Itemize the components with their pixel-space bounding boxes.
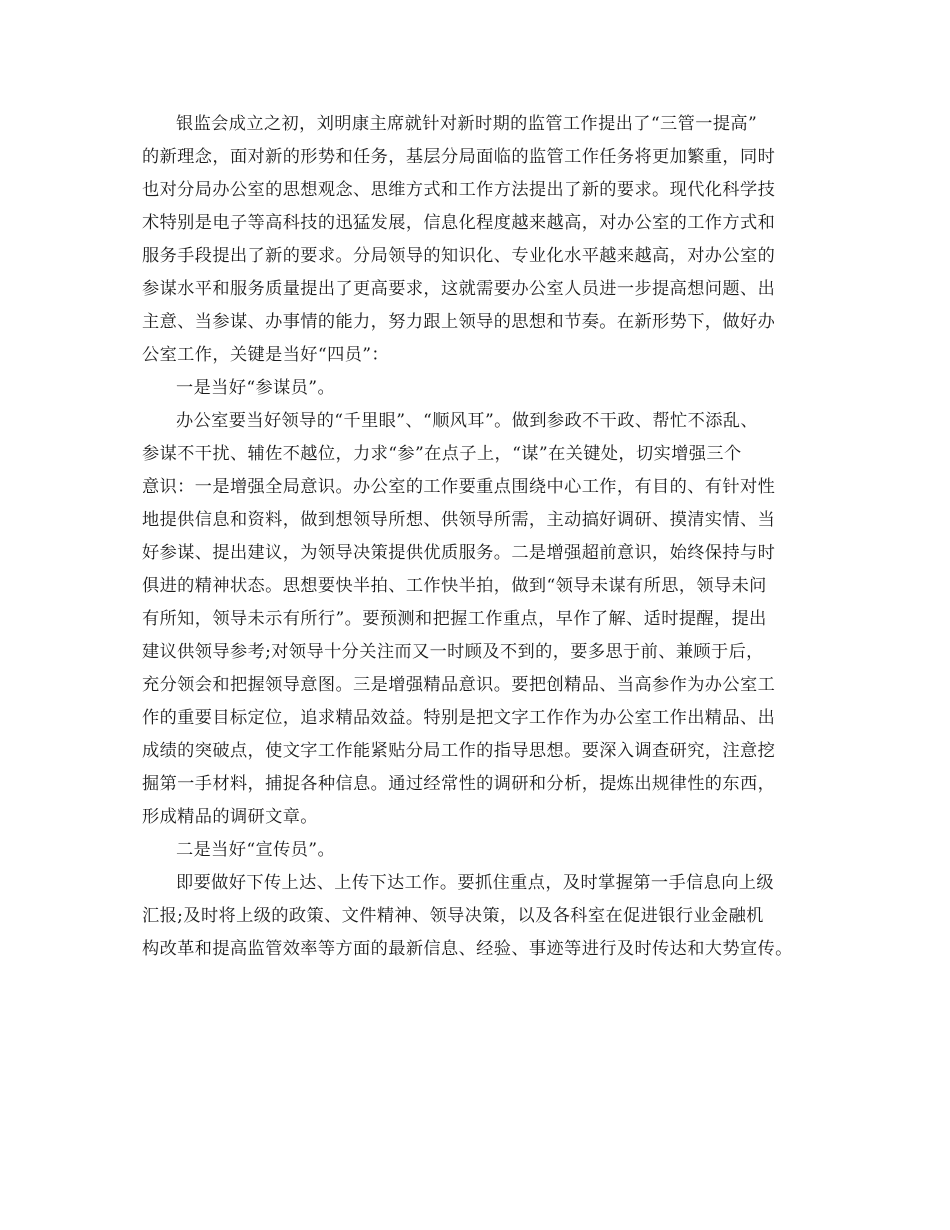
paragraph-line: 参谋不干扰、辅佐不越位，力求“参”在点子上，“谋”在关键处，切实增强三个 — [142, 444, 742, 464]
paragraph-line: 汇报;及时将上级的政策、文件精神、领导决策，以及各科室在促进银行业金融机 — [142, 906, 764, 926]
paragraph-line: 的新理念，面对新的形势和任务，基层分局面临的监管工作任务将更加繁重，同时 — [142, 147, 776, 167]
paragraph-line: 作的重要目标定位，追求精品效益。特别是把文字工作作为办公室工作出精品、出 — [142, 708, 776, 728]
paragraph-line: 形成精品的调研文章。 — [142, 807, 318, 827]
section-heading: 一是当好“参谋员”。 — [176, 378, 336, 398]
paragraph-line: 意识：一是增强全局意识。办公室的工作要重点围绕中心工作，有目的、有针对性 — [142, 477, 776, 497]
paragraph-line: 建议供领导参考;对领导十分关注而又一时顾及不到的，要多思于前、兼顾于后， — [142, 642, 764, 662]
paragraph-line: 好参谋、提出建议，为领导决策提供优质服务。二是增强超前意识，始终保持与时 — [142, 543, 776, 563]
paragraph-line: 也对分局办公室的思想观念、思维方式和工作方法提出了新的要求。现代化科学技 — [142, 180, 776, 200]
paragraph-line: 地提供信息和资料，做到想领导所想、供领导所需，主动搞好调研、摸清实情、当 — [142, 510, 776, 530]
paragraph-line: 俱进的精神状态。思想要快半拍、工作快半拍，做到“领导未谋有所思，领导未问 — [142, 576, 767, 596]
paragraph-line: 构改革和提高监管效率等方面的最新信息、经验、事迹等进行及时传达和大势宣传。 — [142, 939, 793, 959]
paragraph-line: 充分领会和把握领导意图。三是增强精品意识。要把创精品、当高参作为办公室工 — [142, 675, 776, 695]
paragraph-line: 即要做好下传上达、上传下达工作。要抓住重点，及时掌握第一手信息向上级 — [176, 873, 774, 893]
paragraph-line: 服务手段提出了新的要求。分局领导的知识化、专业化水平越来越高，对办公室的 — [142, 246, 776, 266]
paragraph-line: 公室工作，关键是当好“四员”： — [142, 345, 390, 365]
paragraph-line: 成绩的突破点，使文字工作能紧贴分局工作的指导思想。要深入调查研究，注意挖 — [142, 741, 776, 761]
document-body — [142, 108, 832, 966]
paragraph-line: 主意、当参谋、办事情的能力，努力跟上领导的思想和节奏。在新形势下，做好办 — [142, 312, 776, 332]
paragraph-line: 掘第一手材料，捕捉各种信息。通过经常性的调研和分析，提炼出规律性的东西， — [142, 774, 776, 794]
paragraph-line: 有所知，领导未示有所行”。要预测和把握工作重点，早作了解、适时提醒，提出 — [142, 609, 767, 629]
section-heading: 二是当好“宣传员”。 — [176, 840, 336, 860]
paragraph-line: 术特别是电子等高科技的迅猛发展，信息化程度越来越高，对办公室的工作方式和 — [142, 213, 776, 233]
paragraph-line: 银监会成立之初，刘明康主席就针对新时期的监管工作提出了“三管一提高” — [176, 114, 758, 134]
paragraph-line: 办公室要当好领导的“千里眼”、“顺风耳”。做到参政不干政、帮忙不添乱、 — [176, 411, 758, 431]
paragraph-line: 参谋水平和服务质量提出了更高要求，这就需要办公室人员进一步提高想问题、出 — [142, 279, 776, 299]
